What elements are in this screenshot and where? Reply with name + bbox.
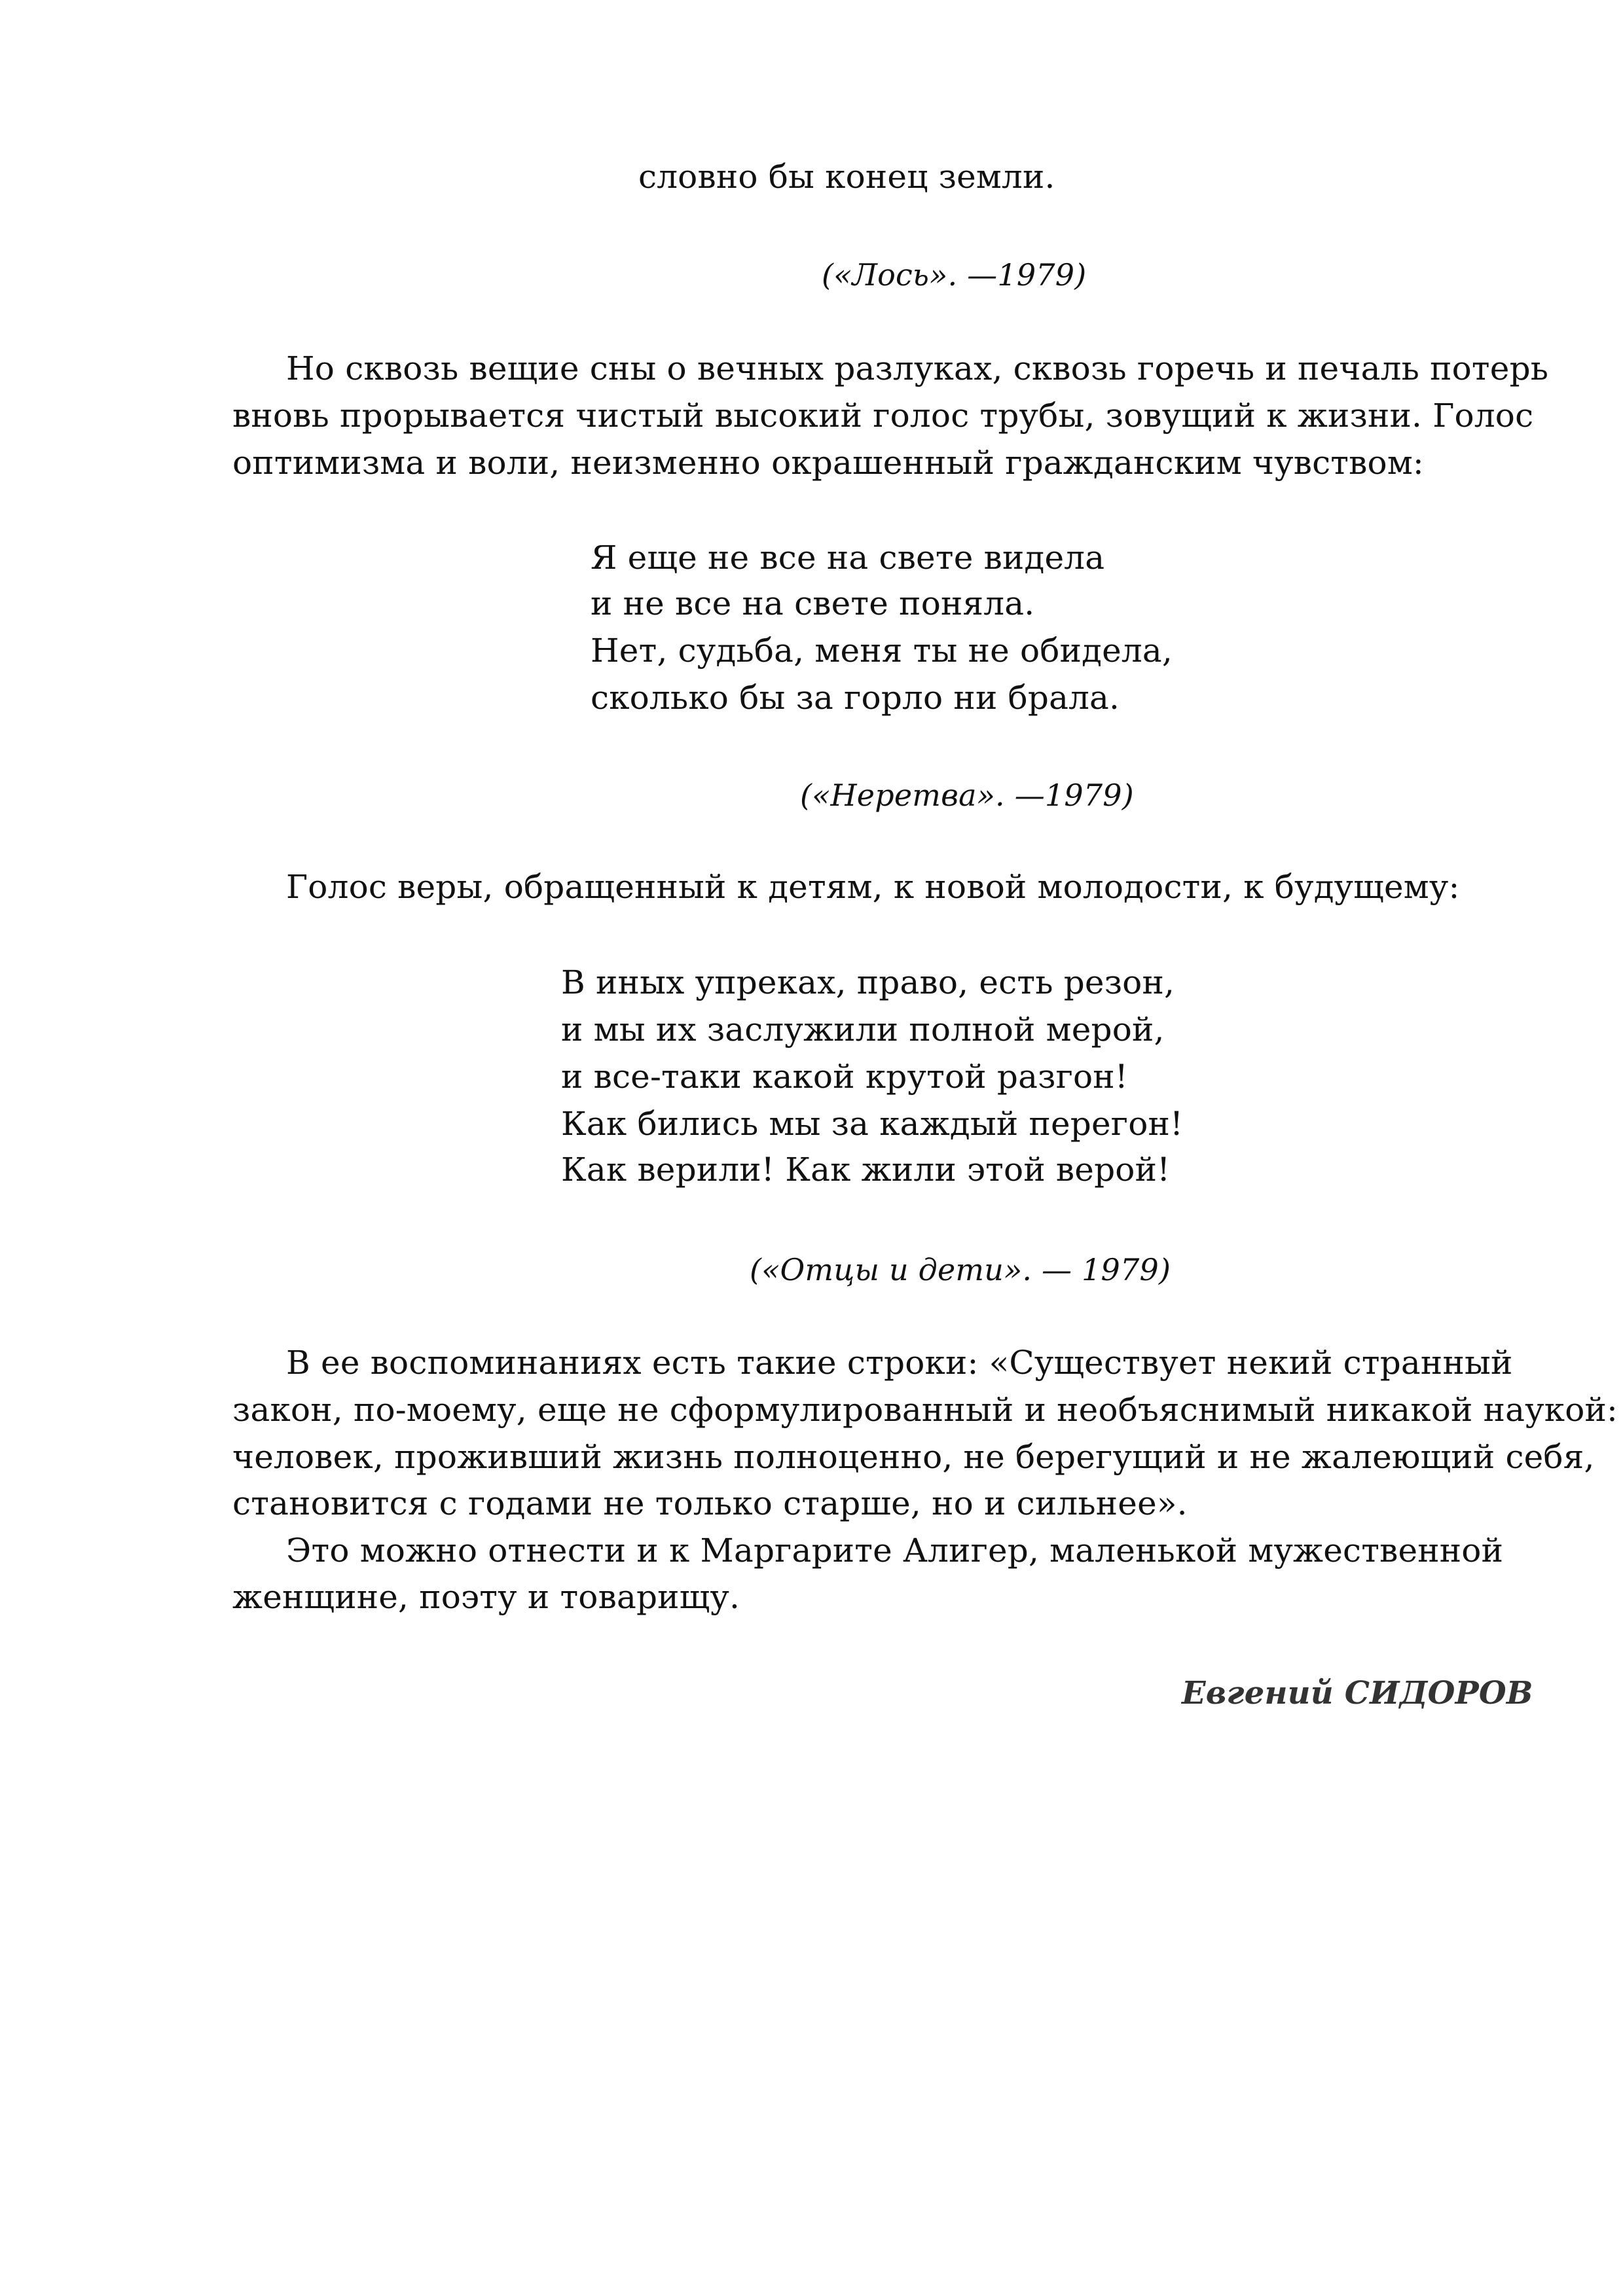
paragraph-3-line-3: человек, проживший жизнь полноценно, не берегущий и не жалеющий себя,	[232, 1438, 1595, 1476]
poem-1-line-3: Нет, судьба, меня ты не обидела,	[591, 632, 1173, 670]
poem-2-line-1: В иных упреках, право, есть резон,	[561, 963, 1175, 1001]
paragraph-1-line-3: оптимизма и воли, неизменно окрашенный гражданским чувством:	[232, 444, 1424, 482]
poem-2-line-5: Как верили! Как жили этой верой!	[561, 1151, 1171, 1189]
paragraph-3-line-2: закон, по-моему, еще не сформулированный и необъяснимый никакой наукой:	[232, 1391, 1618, 1429]
paragraph-4-line-1: Это можно отнести и к Маргарите Алигер, маленькой мужественной	[286, 1532, 1504, 1570]
poem-1-line-1: Я еще не все на свете видела	[591, 539, 1105, 577]
paragraph-1-line-2: вновь прорывается чистый высокий голос трубы, зовущий к жизни. Голос	[232, 397, 1534, 435]
paragraph-4-line-2: женщине, поэту и товарищу.	[232, 1578, 740, 1616]
poem-1-line-2: и не все на свете поняла.	[591, 584, 1035, 622]
citation-los: («Лось». —1979)	[822, 257, 1087, 293]
signature: Евгений СИДОРОВ	[1182, 1675, 1533, 1712]
intro-line: словно бы конец земли.	[638, 158, 1055, 196]
poem-2-line-2: и мы их заслужили полной мерой,	[561, 1011, 1165, 1049]
poem-1-line-4: сколько бы за горло ни брала.	[591, 679, 1120, 717]
paragraph-3-line-4: становится с годами не только старше, но и сильнее».	[232, 1484, 1188, 1522]
paragraph-2-line-1: Голос веры, обращенный к детям, к новой молодости, к будущему:	[286, 868, 1460, 906]
paragraph-3-line-1: В ее воспоминаниях есть такие строки: «Существует некий странный	[286, 1344, 1513, 1382]
poem-2-line-3: и все-таки какой крутой разгон!	[561, 1058, 1129, 1096]
citation-otcy-i-deti: («Отцы и дети». — 1979)	[750, 1252, 1171, 1287]
paragraph-1-line-1: Но сквозь вещие сны о вечных разлуках, сквозь горечь и печаль потерь	[286, 350, 1549, 387]
poem-2-line-4: Как бились мы за каждый перегон!	[561, 1105, 1184, 1143]
citation-neretva: («Неретва». —1979)	[800, 778, 1134, 813]
